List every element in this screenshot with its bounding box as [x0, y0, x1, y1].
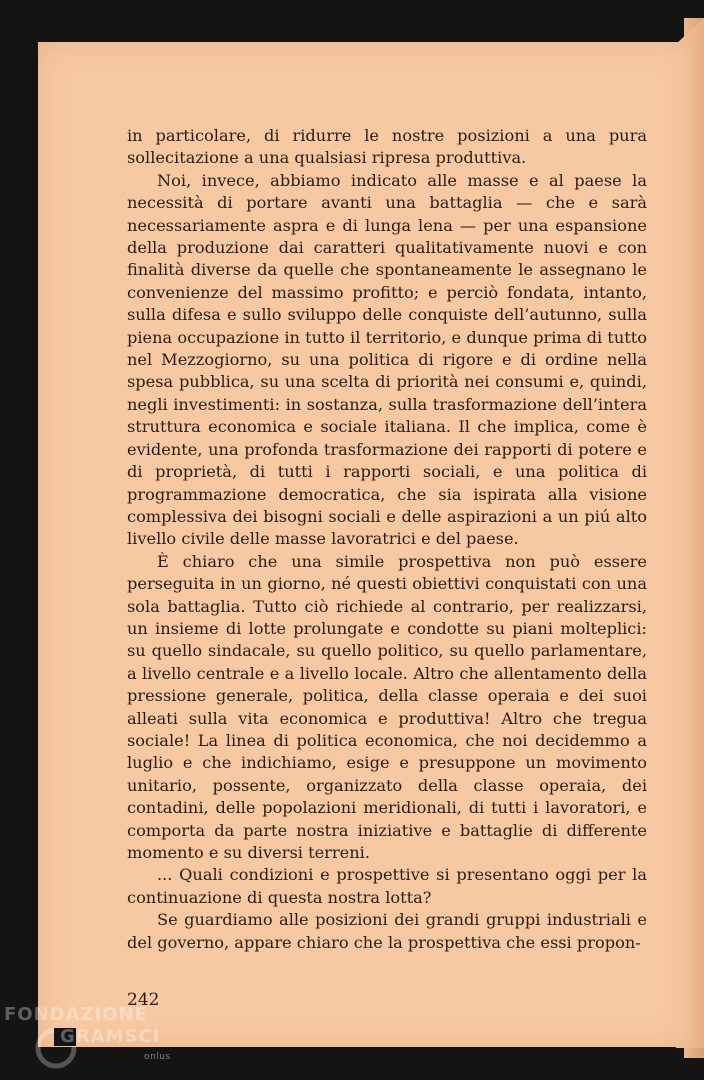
paragraph-5: Se guardiamo alle posizioni dei grandi gruppi industriali e del governo, appare chiaro che la prospettiva che essi propon-	[127, 910, 647, 952]
page-text	[127, 125, 647, 954]
fondazione-gramsci-watermark	[4, 1000, 204, 1080]
paragraph-2: Noi, invece, abbiamo indicato alle masse e al paese la necessità di portare avanti una battaglia — che e sarà necessariamente aspra e di lunga lena — per una espansione della produzione dai caratteri qualitativamente nuovi e con finalità diverse da quelle che spontaneamente le assegnano le convenienze del massimo profitto; e perciò fondata, intanto, sulla difesa e sullo sviluppo delle conquiste dell’autunno, sulla piena occupazione in tutto il territorio, e dunque prima di tutto nel Mezzogiorno, su una politica di rigore e di ordine nella spesa pubblica, su una scelta di priorità nei consumi e, quindi, negli investimenti: in sostanza, sulla trasformazione dell’intera struttura economica e sociale italiana. Il che implica, come è evidente, una profonda trasformazione dei rapporti di potere e di proprietà, di tutti i rapporti sociali, e una politica di programmazione democratica, che sia ispirata alla visione complessiva dei bisogni sociali e delle aspirazioni a un piú alto livello civile delle masse lavoratrici e del paese.	[127, 170, 647, 549]
paragraph-3: È chiaro che una simile prospettiva non può essere perseguita in un giorno, né questi obiettivi conquistati con una sola battaglia. Tutto ciò richiede al contrario, per realizzarsi, un insieme di lotte prolungate e condotte su piani molteplici: su quello sindacale, su quello politico, su quello parlamentare, a livello centrale e a livello locale. Altro che allentamento della pressione generale, politica, della classe operaia e dei suoi alleati sulla vita economica e produttiva! Altro che tregua sociale! La linea di politica economica, che noi decidemmo a luglio e che indichiamo, esige e presuppone un movimento unitario, possente, organizzato della classe operaia, dei contadini, delle popolazioni meridionali, di tutti i lavoratori, e comporta da parte nostra iniziative e battaglie di differente momento e su diversi terreni.	[127, 551, 647, 862]
watermark-line-2: GRAMSCI	[60, 1026, 161, 1047]
watermark-sub: onlus	[144, 1052, 171, 1062]
paragraph-1: in particolare, di ridurre le nostre posizioni a una pura sollecitazione a una qualsiasi ripresa produttiva.	[127, 126, 647, 168]
paragraph-4: ... Quali condizioni e prospettive si presentano oggi per la continuazione di questa nostra lotta?	[127, 865, 647, 907]
watermark-line-1: FONDAZIONE	[4, 1004, 148, 1025]
page-number: 242	[127, 990, 160, 1010]
